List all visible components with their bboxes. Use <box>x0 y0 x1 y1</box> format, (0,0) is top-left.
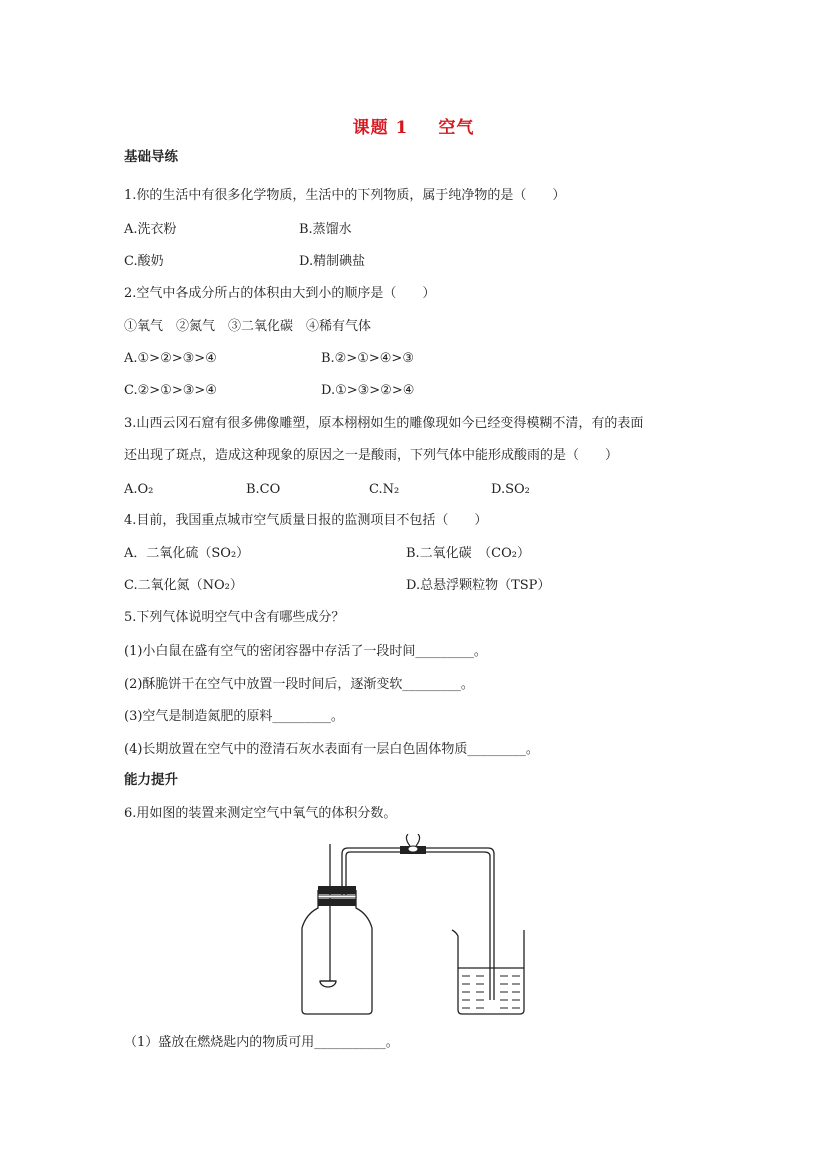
water-in-beaker <box>462 976 520 1008</box>
q5-part-2: (2)酥脆饼干在空气中放置一段时间后，逐渐变软_________。 <box>124 677 474 692</box>
q1-option-d: D.精制碘盐 <box>299 254 366 269</box>
q3-option-d: D.SO₂ <box>491 482 530 497</box>
q2-items: ①氧气 ②氮气 ③二氧化碳 ④稀有气体 <box>124 319 372 334</box>
section-basic: 基础导练 <box>124 149 178 165</box>
q2-option-a: A.①>②>③>④ <box>124 351 217 366</box>
q2-option-d: D.①>③>②>④ <box>321 383 415 398</box>
q4-option-c: C.二氧化氮（NO₂） <box>124 578 243 593</box>
q3-stem-line1: 3.山西云冈石窟有很多佛像雕塑，原本栩栩如生的雕像现如今已经变得模糊不清，有的表面 <box>124 416 644 431</box>
section-ability: 能力提升 <box>124 772 178 788</box>
q4-stem: 4.目前，我国重点城市空气质量日报的监测项目不包括（ ） <box>124 513 488 528</box>
lesson-topic: 空气 <box>438 118 475 138</box>
page-title <box>0 113 827 138</box>
oxygen-measurement-apparatus <box>290 834 540 1024</box>
q5-part-4: (4)长期放置在空气中的澄清石灰水表面有一层白色固体物质_________。 <box>124 742 539 757</box>
q6-stem: 6.用如图的装置来测定空气中氧气的体积分数。 <box>124 806 397 821</box>
spring-clamp <box>400 834 426 854</box>
lesson-number: 课题 1 <box>352 118 409 138</box>
q2-option-b: B.②>①>④>③ <box>321 351 414 366</box>
q5-part-3: (3)空气是制造氮肥的原料_________。 <box>124 709 344 724</box>
q1-option-c: C.酸奶 <box>124 254 164 269</box>
q4-option-b: B.二氧化碳 （CO₂） <box>406 546 531 561</box>
q3-stem-line2: 还出现了斑点，造成这种现象的原因之一是酸雨，下列气体中能形成酸雨的是（ ） <box>124 448 619 463</box>
rubber-stopper <box>318 886 356 906</box>
q3-option-b: B.CO <box>246 482 281 497</box>
q6-part-1: （1）盛放在燃烧匙内的物质可用___________。 <box>124 1035 399 1050</box>
connecting-tube <box>342 848 494 1000</box>
q5-part-1: (1)小白鼠在盛有空气的密闭容器中存活了一段时间_________。 <box>124 644 487 659</box>
q2-stem: 2.空气中各成分所占的体积由大到小的顺序是（ ） <box>124 286 436 301</box>
q3-option-c: C.N₂ <box>369 482 400 497</box>
q5-stem: 5.下列气体说明空气中含有哪些成分？ <box>124 610 345 625</box>
q1-stem: 1.你的生活中有很多化学物质，生活中的下列物质，属于纯净物的是（ ） <box>124 188 566 203</box>
q2-option-c: C.②>①>③>④ <box>124 383 217 398</box>
q3-option-a: A.O₂ <box>124 482 154 497</box>
q4-option-d: D.总悬浮颗粒物（TSP） <box>406 578 551 593</box>
combustion-spoon <box>320 981 336 987</box>
gas-collection-bottle <box>302 890 372 1014</box>
beaker <box>452 930 524 1014</box>
q1-option-a: A.洗衣粉 <box>124 222 177 237</box>
q4-option-a: A．二氧化硫（SO₂） <box>124 546 250 561</box>
q1-option-b: B.蒸馏水 <box>299 222 352 237</box>
